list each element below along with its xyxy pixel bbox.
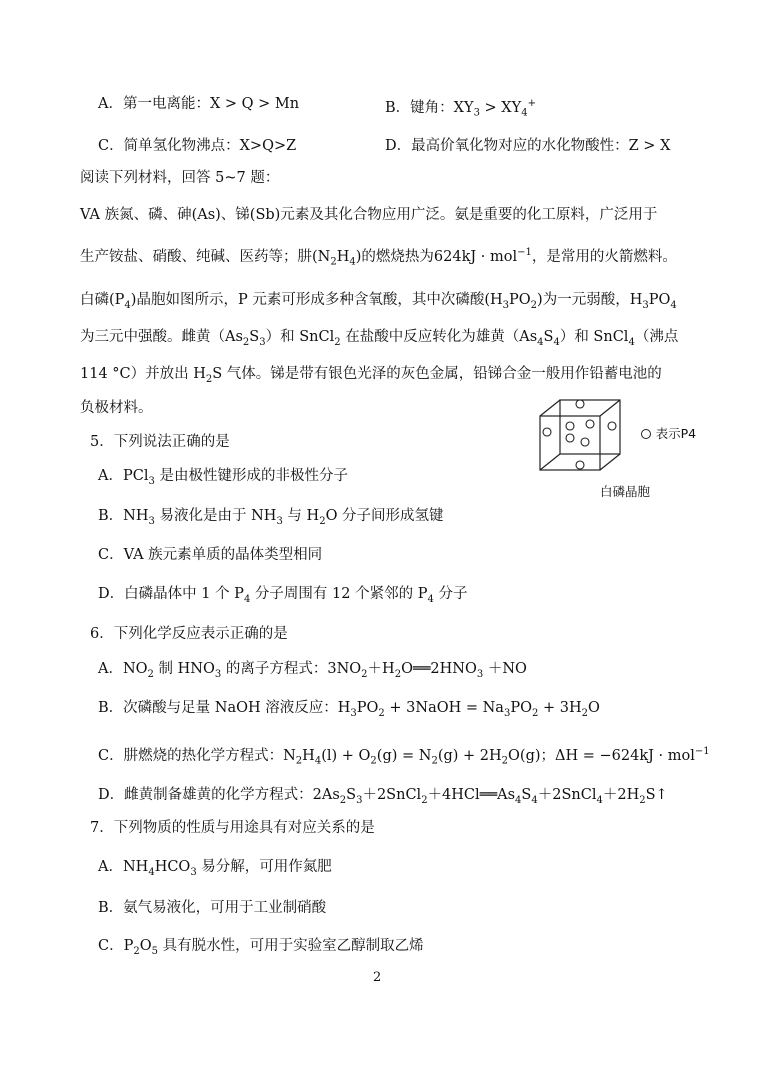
unit-cell-diagram: [530, 396, 640, 474]
q5-option-c: C．VA 族元素单质的晶体类型相同: [98, 547, 323, 563]
q5-option-b: B．$NH_3$ 易液化是由于 $NH_3$ 与 $H_2O$ 分子间形成氢键: [98, 508, 444, 527]
q5-option-a: A．PCl$_3$ 是由极性键形成的非极性分子: [98, 468, 348, 487]
material-line-6: 负极材料。: [80, 400, 153, 416]
material-line-2: 生产铵盐、硝酸、纯碱、医药等；肼$(N_2H_4)$的燃烧热为624kJ · mol$^{-1}$，是常用的火箭燃料。: [80, 247, 677, 268]
q7-option-a: A．$NH_4HCO_3$ 易分解，可用作氮肥: [98, 859, 332, 878]
q7-option-c: C．$P_2O_5$ 具有脱水性，可用于实验室乙醇制取乙烯: [98, 938, 424, 957]
reading-intro: 阅读下列材料，回答 5~7 题：: [80, 170, 280, 186]
q4-option-b: B．键角：$XY_3 > XY_4^+$: [385, 98, 536, 119]
figure-caption: 白磷晶胞: [600, 484, 651, 499]
q6-option-a: A．$NO_2$ 制 $HNO_3$ 的离子方程式：$3NO_2+H_2O══2HNO_3 +NO$: [98, 661, 527, 680]
legend: [641, 424, 696, 442]
material-line-5: 114 °C）并放出 $H_2S$ 气体。锑是带有银色光泽的灰色金属，铅锑合金一般用作铅蓄电池的: [80, 366, 662, 385]
q5-stem: 5．下列说法正确的是: [90, 434, 230, 450]
q6-option-d: D．雌黄制备雄黄的化学方程式：$2As_2S_3+2SnCl_2+4HCl══As_4S_4+2SnCl_4+2H_2S↑$: [98, 787, 668, 806]
q4-option-d: D．最高价氧化物对应的水化物酸性：Z > X: [385, 138, 671, 154]
q5-option-d: D．白磷晶体中 1 个 $P_4$ 分子周围有 12 个紧邻的 $P_4$ 分子: [98, 586, 468, 605]
q4-option-a: A．第一电离能：X > Q > Mn: [98, 96, 300, 112]
q7-option-b: B．氨气易液化，可用于工业制硝酸: [98, 900, 327, 916]
q6-option-c: C．肼燃烧的热化学方程式：$N_2H_4(l) + O_2(g) = N_2(g) + 2H_2O(g)$；ΔH = −624kJ · mol$^{-1}$: [98, 746, 710, 767]
material-line-3: 白磷$(P_4)$晶胞如图所示，P 元素可形成多种含氧酸，其中次磷酸$(H_3PO_2)$为一元弱酸，$H_3PO_4$: [80, 292, 677, 311]
legend-label: 表示P4: [655, 426, 697, 441]
page-number: 2: [373, 970, 382, 985]
material-line-4: 为三元中强酸。雌黄$(As_2S_3)$和 SnCl$_2$ 在盐酸中反应转化为雄黄$(As_4S_4)$和 SnCl$_4$（沸点: [80, 329, 679, 348]
material-line-1: VA 族氮、磷、砷(As)、锑(Sb)元素及其化合物应用广泛。氨是重要的化工原料，广泛用于: [80, 207, 658, 223]
q6-stem: 6．下列化学反应表示正确的是: [90, 626, 288, 642]
q6-option-b: B．次磷酸与足量 NaOH 溶液反应：$H_3PO_2$ + 3NaOH = $Na_3PO_2 + 3H_2O$: [98, 700, 600, 719]
legend-circle-icon: [641, 429, 651, 439]
q4-option-c: C．简单氢化物沸点：X>Q>Z: [98, 138, 297, 154]
q7-stem: 7．下列物质的性质与用途具有对应关系的是: [90, 820, 375, 836]
